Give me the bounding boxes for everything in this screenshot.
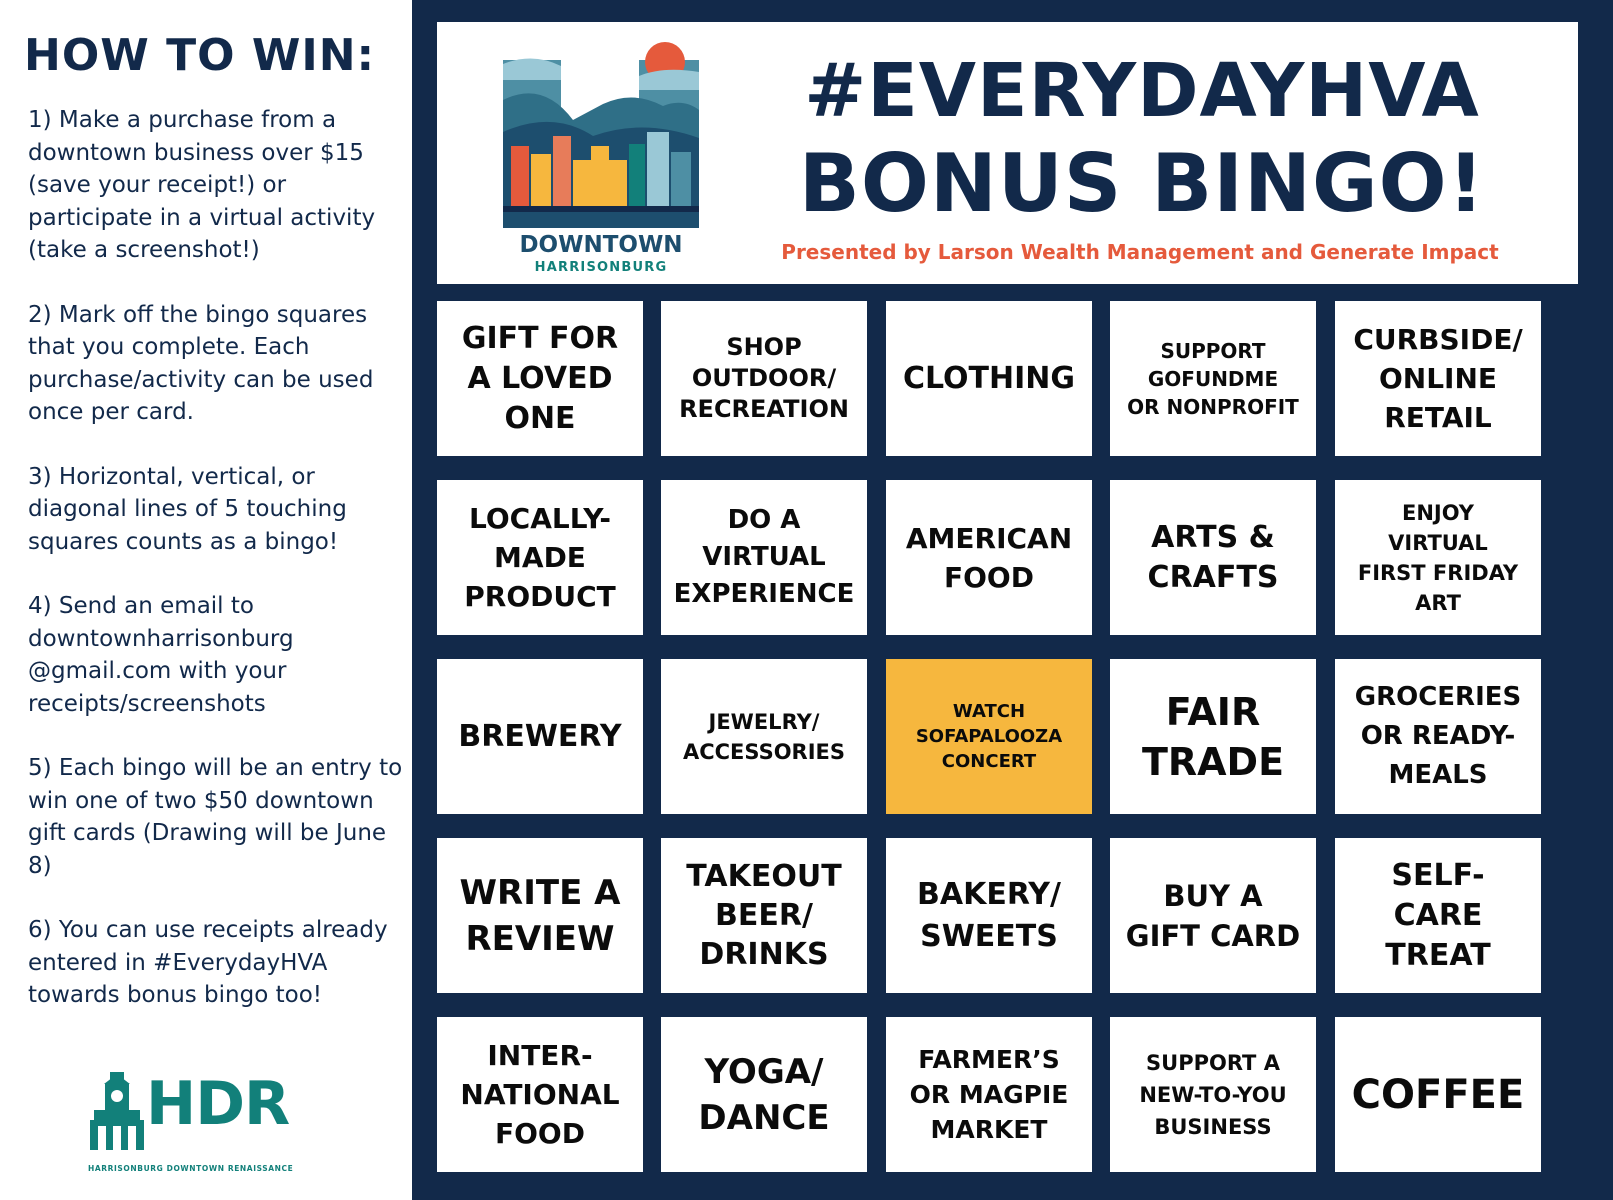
rule-4: 4) Send an email to downtownharrisonburg @gmail.com with your receipts/screenshots <box>28 593 294 717</box>
bingo-square-r3c5[interactable] <box>1335 659 1541 814</box>
bingo-square-label: GIFT FOR A LOVED ONE <box>461 320 619 436</box>
rule-5: 5) Each bingo will be an entry to win one of two $50 downtown gift cards (Drawing will be June 8) <box>28 755 403 879</box>
bingo-square-r2c5[interactable] <box>1335 480 1541 635</box>
bingo-square-r1c3[interactable] <box>886 301 1092 456</box>
bingo-header <box>437 22 1578 284</box>
how-to-win-title: HOW TO WIN: <box>24 30 376 81</box>
bingo-square-label: SHOP OUTDOOR/ RECREATION <box>679 333 849 423</box>
bingo-free-square[interactable] <box>886 659 1092 814</box>
presented-by: Presented by Larson Wealth Management and Generate Impact <box>781 240 1499 264</box>
bingo-square-r5c4[interactable] <box>1110 1017 1316 1172</box>
bingo-square-label: CURBSIDE/ ONLINE RETAIL <box>1353 323 1523 434</box>
bingo-square-r3c4[interactable] <box>1110 659 1316 814</box>
bingo-square-r4c5[interactable] <box>1335 838 1541 993</box>
bingo-square-r4c4[interactable] <box>1110 838 1316 993</box>
bingo-square-r5c2[interactable] <box>661 1017 867 1172</box>
clock-tower-icon <box>88 1070 146 1152</box>
bingo-square-label: FARMER’S OR MAGPIE MARKET <box>909 1045 1069 1144</box>
how-to-win-panel <box>0 0 412 1200</box>
title-line-2: BONUS BINGO! <box>798 137 1486 230</box>
bingo-square-label: BAKERY/ SWEETS <box>917 876 1061 954</box>
bingo-square-r4c1[interactable] <box>437 838 643 993</box>
downtown-logo-name: DOWNTOWN <box>519 232 683 258</box>
bingo-square-label: CLOTHING <box>902 360 1076 396</box>
downtown-logo-sub: HARRISONBURG <box>534 260 668 275</box>
bingo-square-r1c2[interactable] <box>661 301 867 456</box>
rules-list <box>28 104 408 1044</box>
bingo-square-label: ARTS & CRAFTS <box>1147 519 1279 595</box>
bingo-square-r5c5[interactable] <box>1335 1017 1541 1172</box>
hdr-logo <box>88 1069 320 1178</box>
bingo-square-label: COFFEE <box>1351 1071 1525 1118</box>
bingo-square-r2c4[interactable] <box>1110 480 1316 635</box>
bingo-square-label: LOCALLY- MADE PRODUCT <box>464 502 616 613</box>
downtown-harrisonburg-logo <box>503 40 699 275</box>
bingo-square-label: FAIR TRADE <box>1141 689 1285 784</box>
city-skyline-icon <box>503 40 699 228</box>
bingo-square-r5c3[interactable] <box>886 1017 1092 1172</box>
bingo-square-r5c1[interactable] <box>437 1017 643 1172</box>
bingo-square-label: JEWELRY/ ACCESSORIES <box>682 709 846 764</box>
bingo-square-label: SUPPORT A NEW-TO-YOU BUSINESS <box>1139 1050 1287 1139</box>
hdr-tagline: HARRISONBURG DOWNTOWN RENAISSANCE <box>88 1164 294 1173</box>
bingo-square-r3c2[interactable] <box>661 659 867 814</box>
bingo-square-label: SUPPORT GOFUNDME OR NONPROFIT <box>1127 338 1299 419</box>
bingo-square-r3c1[interactable] <box>437 659 643 814</box>
bingo-square-label: WATCH SOFAPALOOZA CONCERT <box>915 701 1063 772</box>
bingo-square-label: TAKEOUT BEER/ DRINKS <box>686 859 842 972</box>
bingo-square-r2c2[interactable] <box>661 480 867 635</box>
bingo-square-label: YOGA/ DANCE <box>698 1051 830 1138</box>
bingo-square-r2c3[interactable] <box>886 480 1092 635</box>
bingo-square-label: AMERICAN FOOD <box>905 521 1073 594</box>
rule-2: 2) Mark off the bingo squares that you complete. Each purchase/activity can be used once per card. <box>28 301 374 425</box>
bingo-square-label: GROCERIES OR READY- MEALS <box>1354 682 1522 790</box>
hdr-wordmark: HDR <box>146 1069 290 1139</box>
rule-1: 1) Make a purchase from a downtown business over $15 (save your receipt!) or participate in a virtual activity (take a screenshot!) <box>28 107 376 263</box>
bingo-square-label: SELF- CARE TREAT <box>1385 857 1491 973</box>
bingo-square-label: BREWERY <box>458 718 622 754</box>
bingo-square-label: ENJOY VIRTUAL FIRST FRIDAY ART <box>1357 500 1519 615</box>
bingo-square-r4c3[interactable] <box>886 838 1092 993</box>
bingo-square-r4c2[interactable] <box>661 838 867 993</box>
title-line-1: #EVERYDAYHVA <box>804 48 1480 134</box>
bingo-square-label: INTER- NATIONAL FOOD <box>460 1039 620 1150</box>
bingo-square-r2c1[interactable] <box>437 480 643 635</box>
rule-3: 3) Horizontal, vertical, or diagonal lines of 5 touching squares counts as a bingo! <box>28 463 347 555</box>
bingo-square-label: DO A VIRTUAL EXPERIENCE <box>673 505 855 609</box>
bingo-square-label: BUY A GIFT CARD <box>1125 878 1301 953</box>
bingo-square-label: WRITE A REVIEW <box>459 872 621 959</box>
bingo-square-r1c5[interactable] <box>1335 301 1541 456</box>
bingo-square-r1c1[interactable] <box>437 301 643 456</box>
bingo-square-r1c4[interactable] <box>1110 301 1316 456</box>
rule-6: 6) You can use receipts already entered in #EverydayHVA towards bonus bingo too! <box>28 917 388 1008</box>
